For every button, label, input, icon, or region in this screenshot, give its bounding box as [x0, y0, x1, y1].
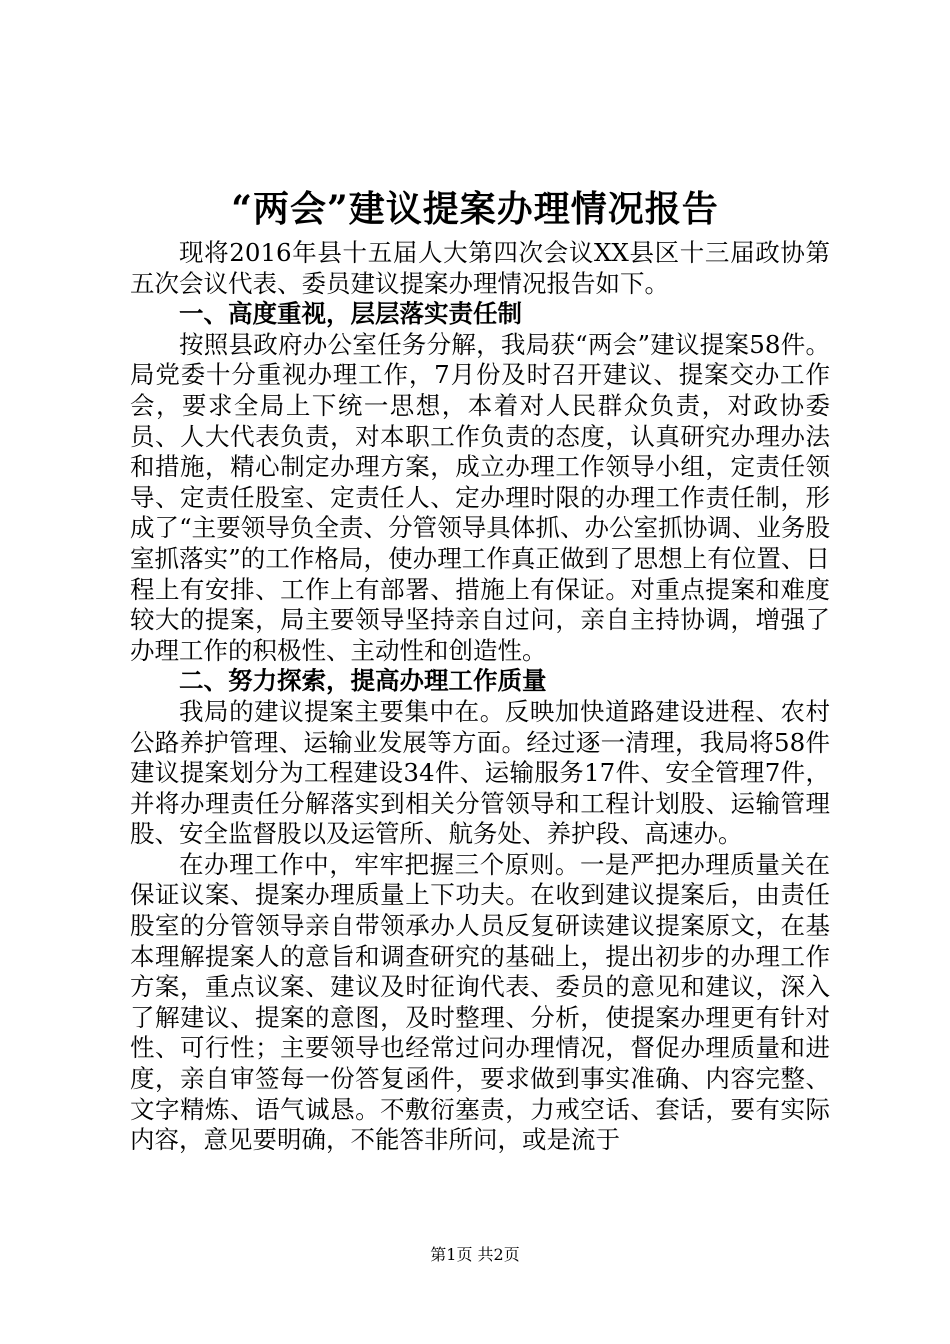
document-title: “两会”建议提案办理情况报告: [231, 188, 719, 230]
document-body: [130, 238, 830, 1156]
section-1-heading: 一、高度重视，层层落实责任制: [179, 299, 522, 329]
intro-paragraph: 现将2016年县十五届人大第四次会议XX县区十三届政协第五次会议代表、委员建议提案办理情况报告如下。: [130, 238, 830, 298]
page-number: 第1页 共2页: [430, 1245, 520, 1264]
section-2-paragraph-1: 我局的建议提案主要集中在。反映加快道路建设进程、农村公路养护管理、运输业发展等方面。经过逐一清理，我局将58件建议提案划分为工程建设34件、运输服务17件、安全管理7件，并将办理责任分解落实到相关分管领导和工程计划股、运输管理股、安全监督股以及运管所、航务处、养护段、高速办。: [130, 696, 830, 849]
section-1-paragraph: 按照县政府办公室任务分解，我局获“两会”建议提案58件。局党委十分重视办理工作，7月份及时召开建议、提案交办工作会，要求全局上下统一思想，本着对人民群众负责，对政协委员、人大代表负责，对本职工作负责的态度，认真研究办理办法和措施，精心制定办理方案，成立办理工作领导小组，定责任领导、定责任股室、定责任人、定办理时限的办理工作责任制，形成了“主要领导负全责、分管领导具体抓、办公室抓协调、业务股室抓落实”的工作格局，使办理工作真正做到了思想上有位置、日程上有安排、工作上有部署、措施上有保证。对重点提案和难度较大的提案，局主要领导坚持亲自过问，亲自主持协调，增强了办理工作的积极性、主动性和创造性。: [130, 329, 830, 665]
section-2-paragraph-2: 在办理工作中，牢牢把握三个原则。一是严把办理质量关在保证议案、提案办理质量上下功夫。在收到建议提案后，由责任股室的分管领导亲自带领承办人员反复研读建议提案原文，在基本理解提案人的意旨和调查研究的基础上，提出初步的办理工作方案，重点议案、建议及时征询代表、委员的意见和建议，深入了解建议、提案的意图，及时整理、分析，使提案办理更有针对性、可行性；主要领导也经常过问办理情况，督促办理质量和进度，亲自审签每一份答复函件，要求做到事实准确、内容完整、文字精炼、语气诚恳。不敷衍塞责，力戒空话、套话，要有实际内容，意见要明确，不能答非所问，或是流于: [130, 849, 830, 1155]
section-2-heading: 二、努力探索，提高办理工作质量: [179, 666, 547, 696]
